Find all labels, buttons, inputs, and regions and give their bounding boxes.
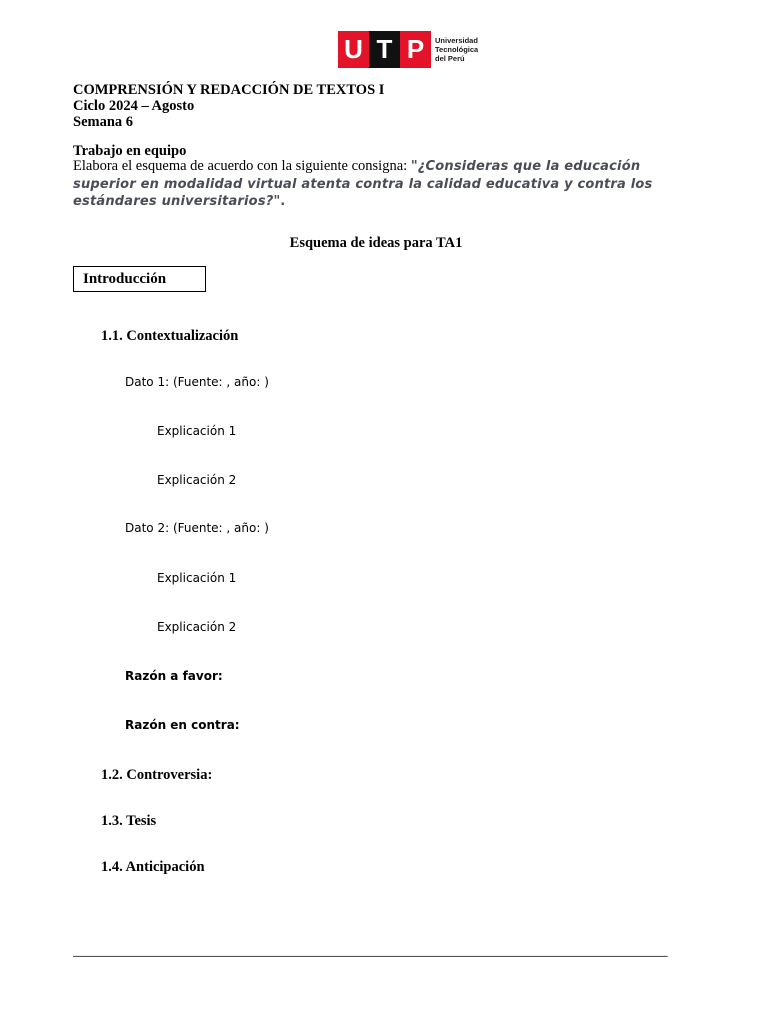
logo-university-name: [435, 36, 481, 63]
outline-dato-2: Dato 2: (Fuente: , año: ): [125, 521, 269, 535]
instructions-intro: Elabora el esquema de acuerdo con la siguiente consigna:: [73, 158, 411, 174]
outline-dato-1-explicacion-2: Explicación 2: [157, 473, 237, 487]
logo-letter-u: U: [338, 31, 369, 68]
outline-tesis: 1.3. Tesis: [101, 813, 157, 829]
assignment-instructions: [73, 158, 693, 211]
outline-dato-2-explicacion-1: Explicación 1: [157, 571, 237, 585]
outline-dato-1: Dato 1: (Fuente: , año: ): [125, 375, 269, 389]
logo-line-2: Tecnológica: [435, 44, 479, 54]
document-header: [73, 82, 384, 130]
logo-line-1: Universidad: [435, 35, 478, 45]
assignment-title: Trabajo en equipo: [73, 143, 187, 159]
logo-letter-t: T: [369, 31, 400, 68]
utp-logo: [338, 30, 481, 68]
outline-razon-en-contra: Razón en contra:: [125, 718, 240, 732]
outline-dato-2-explicacion-2: Explicación 2: [157, 620, 237, 634]
close-punctuation: ".: [273, 194, 286, 209]
introduction-heading-box: Introducción: [73, 266, 206, 292]
guiding-question: ¿Consideras que la educación superior en modalidad virtual atenta contra la calidad educativa y contra los estándares universitarios?: [73, 159, 653, 209]
outline-anticipacion: 1.4. Anticipación: [101, 859, 205, 875]
logo-line-3: del Perú: [435, 53, 465, 63]
outline-razon-a-favor: Razón a favor:: [125, 669, 223, 683]
footer-divider-line: __________________________________________________________________________________: [73, 943, 668, 959]
week-label: Semana 6: [73, 114, 134, 130]
outline-controversia: 1.2. Controversia:: [101, 767, 213, 783]
outline-dato-1-explicacion-1: Explicación 1: [157, 424, 237, 438]
logo-letter-p: P: [400, 31, 431, 68]
course-name: COMPRENSIÓN Y REDACCIÓN DE TEXTOS I: [73, 82, 385, 98]
page-title: Esquema de ideas para TA1: [289, 235, 463, 251]
cycle-label: Ciclo 2024 – Agosto: [73, 98, 195, 114]
open-quote: ": [410, 159, 418, 174]
outline-contextualizacion: 1.1. Contextualización: [101, 328, 239, 344]
